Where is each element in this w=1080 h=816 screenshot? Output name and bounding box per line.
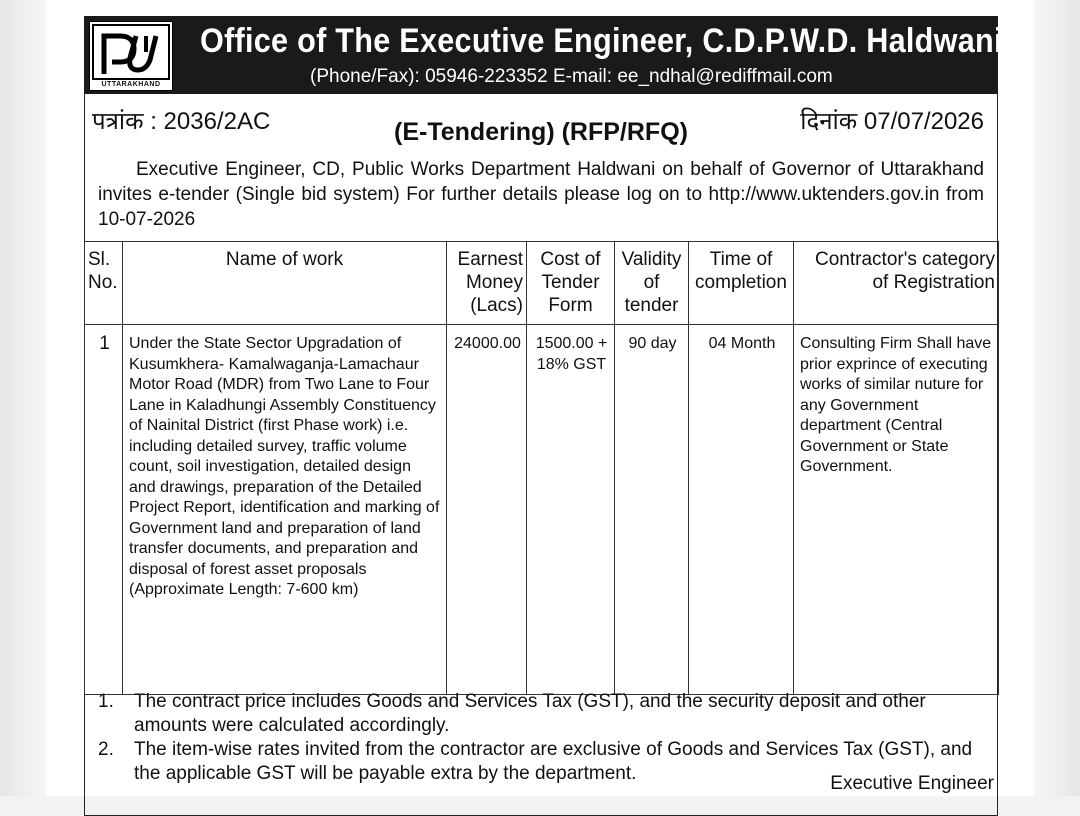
header-name-of-work: Name of work bbox=[123, 242, 447, 325]
intro-paragraph bbox=[98, 157, 984, 232]
notes-list bbox=[98, 690, 988, 786]
office-title: Office of The Executive Engineer, C.D.P.W.D. Haldwani. bbox=[200, 22, 1012, 60]
header-contractor-category: Contractor's category of Registration bbox=[794, 242, 999, 325]
note-number: 2. bbox=[98, 739, 114, 760]
signatory: Executive Engineer bbox=[830, 773, 994, 794]
header-sl-no: Sl. No. bbox=[85, 242, 123, 325]
pwd-logo-icon bbox=[90, 22, 172, 90]
header-cost-of-tender-form: Cost of Tender Form bbox=[527, 242, 615, 325]
intro-text: Executive Engineer, CD, Public Works Department Haldwani on behalf of Governor of Uttarakhand invites e-tender (Single bid system) For further details please log on to http://www.uktenders.gov.in from 10-07-2026 bbox=[98, 159, 984, 230]
note-text: The contract price includes Goods and Services Tax (GST), and the security deposit and other amounts were calculated accordingly. bbox=[134, 691, 926, 736]
note-number: 1. bbox=[98, 691, 114, 712]
header-validity: Validity of tender bbox=[615, 242, 689, 325]
tender-title: (E-Tendering) (RFP/RFQ) bbox=[394, 118, 688, 146]
date-value: 07/07/2026 bbox=[863, 108, 984, 135]
date-label: दिनांक bbox=[800, 108, 858, 135]
reference-label: पत्रांक bbox=[92, 108, 144, 135]
cell-cost-of-tender-form: 1500.00 + 18% GST bbox=[527, 325, 615, 695]
cell-name-of-work: Under the State Sector Upgradation of Kusumkhera- Kamalwaganja-Lamachaur Motor Road (MDR) from Two Lane to Four Lane in Kaladhungi Assembly Constituency of Nainital District (first Phase work) i.e. including detailed survey, traffic volume count, soil investigation, detailed design and drawings, preparation of the Detailed Project Report, identification and marking of Government land and preparation of land transfer documents, and preparation and disposal of forest asset proposals (Approximate Length: 7-600 km) bbox=[123, 325, 447, 695]
note-text: The item-wise rates invited from the contractor are exclusive of Goods and Services Tax (GST), and the applicable GST will be payable extra by the department. bbox=[134, 739, 973, 784]
department-logo bbox=[89, 21, 173, 91]
cell-earnest-money: 24000.00 bbox=[447, 325, 527, 695]
office-contact: (Phone/Fax): 05946-223352 E-mail: ee_ndhal@rediffmail.com bbox=[310, 66, 833, 87]
page-shadow-left bbox=[0, 0, 48, 796]
reference-value: : 2036/2AC bbox=[150, 108, 271, 135]
logo-caption: UTTARAKHAND bbox=[101, 81, 161, 88]
header-time-of-completion: Time of completion bbox=[689, 242, 794, 325]
cell-time-of-completion: 04 Month bbox=[689, 325, 794, 695]
works-table bbox=[84, 241, 999, 695]
cell-sl-no: 1 bbox=[85, 325, 123, 695]
cell-contractor-category: Consulting Firm Shall have prior exprince of executing works of similar nuture for any Government department (Central Government or State Government. bbox=[794, 325, 999, 695]
page-shadow-right bbox=[1032, 0, 1080, 796]
list-item bbox=[98, 690, 988, 737]
header-earnest-money: Earnest Money (Lacs) bbox=[447, 242, 527, 325]
table-header-row bbox=[85, 242, 999, 325]
cell-validity: 90 day bbox=[615, 325, 689, 695]
table-row bbox=[85, 325, 999, 695]
